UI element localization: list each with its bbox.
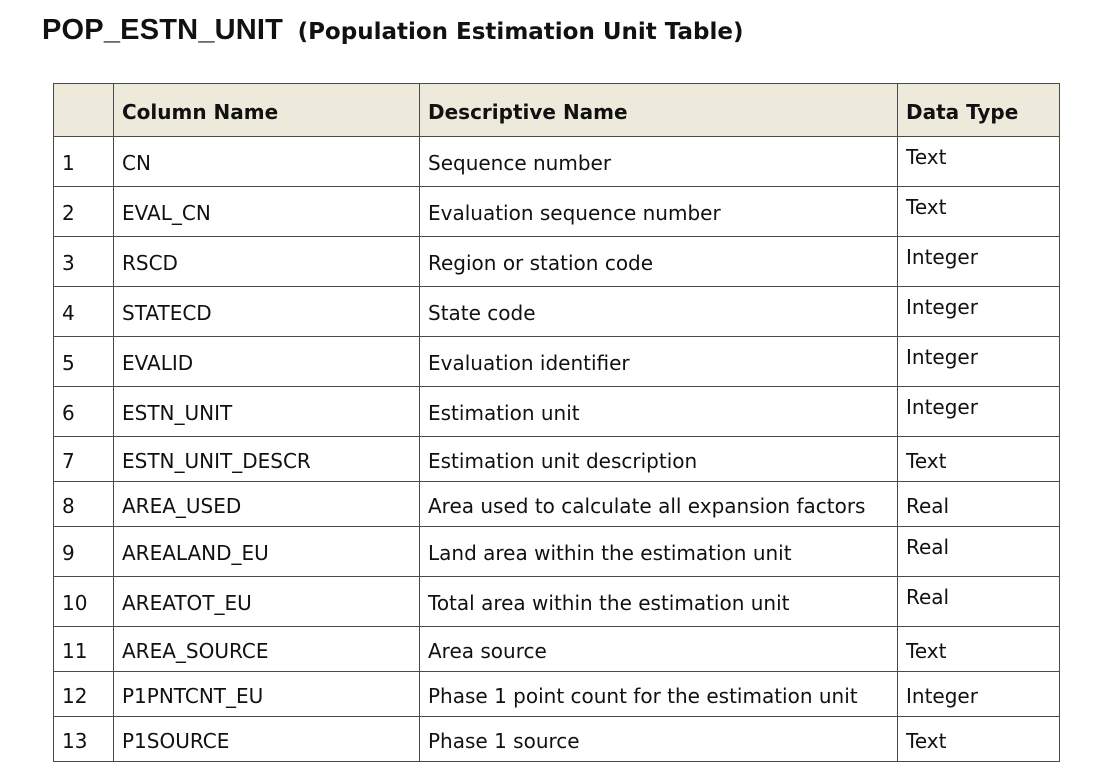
row-index: 13 <box>54 717 114 762</box>
row-index: 3 <box>54 237 114 287</box>
table-row <box>54 387 1060 437</box>
column-name-cell: ESTN_UNIT <box>114 387 420 437</box>
data-type-cell: Integer <box>898 237 1060 287</box>
data-type-cell: Integer <box>898 337 1060 387</box>
header-data-type: Data Type <box>898 84 1060 137</box>
column-name-cell: AREALAND_EU <box>114 527 420 577</box>
column-name-cell: AREA_SOURCE <box>114 627 420 672</box>
column-name-cell: P1SOURCE <box>114 717 420 762</box>
header-row <box>54 84 1060 137</box>
descriptive-name-cell: Area source <box>420 627 898 672</box>
descriptive-name-cell: Phase 1 source <box>420 717 898 762</box>
column-name-cell: CN <box>114 137 420 187</box>
data-type-cell: Integer <box>898 287 1060 337</box>
descriptive-name-cell: Region or station code <box>420 237 898 287</box>
data-type-cell: Text <box>898 437 1060 482</box>
column-name-cell: ESTN_UNIT_DESCR <box>114 437 420 482</box>
table-row <box>54 137 1060 187</box>
table-name: POP_ESTN_UNIT <box>42 14 284 46</box>
column-name-cell: STATECD <box>114 287 420 337</box>
row-index: 6 <box>54 387 114 437</box>
descriptive-name-cell: Estimation unit description <box>420 437 898 482</box>
table-row <box>54 717 1060 762</box>
row-index: 4 <box>54 287 114 337</box>
column-name-cell: AREA_USED <box>114 482 420 527</box>
data-type-cell: Integer <box>898 387 1060 437</box>
table-row <box>54 287 1060 337</box>
descriptive-name-cell: State code <box>420 287 898 337</box>
table-row <box>54 237 1060 287</box>
data-type-cell: Text <box>898 137 1060 187</box>
descriptive-name-cell: Evaluation identifier <box>420 337 898 387</box>
data-type-cell: Integer <box>898 672 1060 717</box>
row-index: 7 <box>54 437 114 482</box>
data-type-cell: Text <box>898 187 1060 237</box>
column-spec-table <box>53 83 1060 762</box>
table-row <box>54 437 1060 482</box>
header-descriptive-name: Descriptive Name <box>420 84 898 137</box>
table-row <box>54 627 1060 672</box>
column-name-cell: P1PNTCNT_EU <box>114 672 420 717</box>
column-name-cell: EVALID <box>114 337 420 387</box>
row-index: 1 <box>54 137 114 187</box>
row-index: 8 <box>54 482 114 527</box>
header-column-name: Column Name <box>114 84 420 137</box>
table-body <box>54 137 1060 762</box>
table-row <box>54 337 1060 387</box>
header-index <box>54 84 114 137</box>
descriptive-name-cell: Area used to calculate all expansion factors <box>420 482 898 527</box>
descriptive-name-cell: Land area within the estimation unit <box>420 527 898 577</box>
row-index: 10 <box>54 577 114 627</box>
document-heading <box>42 14 744 47</box>
table-row <box>54 527 1060 577</box>
data-type-cell: Real <box>898 482 1060 527</box>
data-type-cell: Real <box>898 577 1060 627</box>
descriptive-name-cell: Total area within the estimation unit <box>420 577 898 627</box>
column-name-cell: EVAL_CN <box>114 187 420 237</box>
row-index: 5 <box>54 337 114 387</box>
row-index: 9 <box>54 527 114 577</box>
table-row <box>54 187 1060 237</box>
descriptive-name-cell: Estimation unit <box>420 387 898 437</box>
descriptive-name-cell: Phase 1 point count for the estimation unit <box>420 672 898 717</box>
column-name-cell: RSCD <box>114 237 420 287</box>
row-index: 12 <box>54 672 114 717</box>
table-row <box>54 482 1060 527</box>
table-row <box>54 577 1060 627</box>
table-description: (Population Estimation Unit Table) <box>297 19 744 45</box>
column-name-cell: AREATOT_EU <box>114 577 420 627</box>
row-index: 2 <box>54 187 114 237</box>
descriptive-name-cell: Sequence number <box>420 137 898 187</box>
data-type-cell: Text <box>898 717 1060 762</box>
table-row <box>54 672 1060 717</box>
row-index: 11 <box>54 627 114 672</box>
descriptive-name-cell: Evaluation sequence number <box>420 187 898 237</box>
data-type-cell: Real <box>898 527 1060 577</box>
data-type-cell: Text <box>898 627 1060 672</box>
